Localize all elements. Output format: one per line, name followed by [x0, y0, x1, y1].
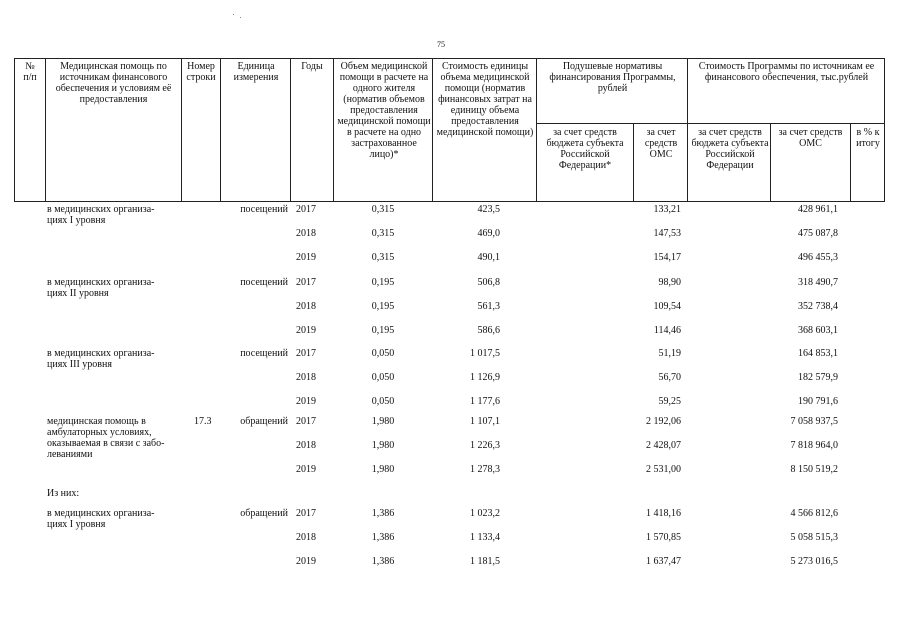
scan-speck: [233, 14, 234, 15]
cell-cost: 469,0: [477, 228, 500, 239]
col-border: [770, 123, 771, 202]
cell-program-oms: 5 058 515,3: [790, 532, 838, 543]
header-care: Медицинская помощь по источникам финансового обеспечения и условиям её предоставления: [55, 61, 172, 105]
cell-oms-per-capita: 1 570,85: [646, 532, 681, 543]
cell-oms-per-capita: 1 637,47: [646, 556, 681, 567]
cell-program-oms: 7 818 964,0: [790, 440, 838, 451]
cell-volume: 1,386: [371, 556, 395, 567]
cell-year: 2017: [296, 277, 316, 288]
cell-oms-per-capita: 109,54: [653, 301, 681, 312]
cell-cost: 423,5: [477, 204, 500, 215]
col-border: [884, 58, 885, 202]
cell-cost: 1 017,5: [470, 348, 500, 359]
cell-volume: 0,195: [371, 301, 395, 312]
page-number: 75: [437, 40, 445, 49]
cell-oms-per-capita: 133,21: [653, 204, 681, 215]
cell-oms-per-capita: 51,19: [658, 348, 681, 359]
cell-oms-per-capita: 2 428,07: [646, 440, 681, 451]
cell-oms-per-capita: 2 531,00: [646, 464, 681, 475]
col-border: [850, 123, 851, 202]
cell-year: 2017: [296, 416, 316, 427]
cell-program-oms: 352 738,4: [798, 301, 838, 312]
header-volume: Объем медицинской помощи в расчете на одного жителя (норматив объемов предоставления медицинской помощи в расчете на одно застрахованное лицо)*: [337, 61, 431, 160]
cell-oms-per-capita: 2 192,06: [646, 416, 681, 427]
cell-cost: 1 226,3: [470, 440, 500, 451]
col-border: [220, 58, 221, 202]
cell-program-oms: 428 961,1: [798, 204, 838, 215]
cell-oms-per-capita: 1 418,16: [646, 508, 681, 519]
cell-volume: 1,980: [371, 464, 395, 475]
row-unit: посещений: [240, 204, 288, 215]
header-years: Годы: [301, 61, 323, 72]
cell-program-oms: 475 087,8: [798, 228, 838, 239]
row-group-name: в медицинских организа- циях II уровня: [47, 277, 155, 299]
cell-oms-per-capita: 59,25: [658, 396, 681, 407]
cell-program-oms: 5 273 016,5: [790, 556, 838, 567]
row-unit: посещений: [240, 277, 288, 288]
cell-program-oms: 368 603,1: [798, 325, 838, 336]
cell-year: 2019: [296, 252, 316, 263]
col-border: [290, 58, 291, 202]
cell-cost: 561,3: [477, 301, 500, 312]
header-program-pct: в % к итогу: [856, 127, 880, 149]
iz-nih-label: Из них:: [47, 488, 80, 499]
row-unit: посещений: [240, 348, 288, 359]
row-group-name: медицинская помощь в амбулаторных условиях, оказываемая в связи с забо- леваниями: [47, 416, 165, 460]
subheader-border: [536, 123, 885, 124]
cell-year: 2018: [296, 532, 316, 543]
cell-volume: 0,315: [371, 228, 395, 239]
row-unit: обращений: [240, 416, 288, 427]
cell-cost: 1 278,3: [470, 464, 500, 475]
cell-cost: 1 177,6: [470, 396, 500, 407]
cell-year: 2017: [296, 508, 316, 519]
row-number: 17.3: [194, 416, 212, 427]
cell-volume: 0,195: [371, 277, 395, 288]
header-per-capita: Подушевые нормативы финансирования Программы, рублей: [549, 61, 676, 94]
cell-year: 2017: [296, 204, 316, 215]
col-border: [333, 58, 334, 202]
row-unit: обращений: [240, 508, 288, 519]
header-top-border: [14, 58, 885, 59]
header-per-capita-oms: за счет средств ОМС: [644, 127, 678, 160]
cell-oms-per-capita: 114,46: [653, 325, 681, 336]
col-border: [432, 58, 433, 202]
cell-cost: 1 126,9: [470, 372, 500, 383]
cell-program-oms: 7 058 937,5: [790, 416, 838, 427]
row-group-name: в медицинских организа- циях I уровня: [47, 204, 155, 226]
col-border: [45, 58, 46, 202]
header-row-no: Номер строки: [186, 61, 216, 83]
row-group-name: в медицинских организа- циях I уровня: [47, 508, 155, 530]
cell-year: 2018: [296, 372, 316, 383]
row-group-name: в медицинских организа- циях III уровня: [47, 348, 155, 370]
header-program-budget: за счет средств бюджета субъекта Российской Федерации: [691, 127, 769, 171]
cell-program-oms: 318 490,7: [798, 277, 838, 288]
cell-program-oms: 164 853,1: [798, 348, 838, 359]
cell-volume: 0,195: [371, 325, 395, 336]
cell-program-oms: 190 791,6: [798, 396, 838, 407]
cell-year: 2017: [296, 348, 316, 359]
cell-cost: 586,6: [477, 325, 500, 336]
cell-year: 2018: [296, 440, 316, 451]
cell-volume: 0,315: [371, 204, 395, 215]
cell-volume: 0,050: [371, 348, 395, 359]
cell-year: 2019: [296, 464, 316, 475]
col-border: [687, 58, 688, 202]
cell-cost: 490,1: [477, 252, 500, 263]
cell-cost: 1 107,1: [470, 416, 500, 427]
cell-oms-per-capita: 98,90: [658, 277, 681, 288]
cell-oms-per-capita: 147,53: [653, 228, 681, 239]
cell-cost: 1 133,4: [470, 532, 500, 543]
cell-year: 2019: [296, 325, 316, 336]
cell-cost: 1 023,2: [470, 508, 500, 519]
cell-volume: 1,980: [371, 440, 395, 451]
cell-year: 2018: [296, 301, 316, 312]
scan-speck: [240, 17, 241, 18]
header-num: № п/п: [23, 61, 37, 83]
header-bottom-border: [14, 201, 885, 202]
cell-program-oms: 4 566 812,6: [790, 508, 838, 519]
cell-volume: 0,050: [371, 372, 395, 383]
cell-oms-per-capita: 56,70: [658, 372, 681, 383]
header-program-oms: за счет средств ОМС: [778, 127, 843, 149]
cell-year: 2019: [296, 556, 316, 567]
header-cost-unit: Стоимость единицы объема медицинской помощи (норматив финансовых затрат на единицу объема предоставления медицинской помощи): [436, 61, 534, 138]
cell-volume: 1,386: [371, 532, 395, 543]
cell-program-oms: 8 150 519,2: [790, 464, 838, 475]
header-per-capita-budget: за счет средств бюджета субъекта Российской Федерации*: [546, 127, 624, 171]
cell-program-oms: 496 455,3: [798, 252, 838, 263]
cell-volume: 1,980: [371, 416, 395, 427]
cell-cost: 1 181,5: [470, 556, 500, 567]
cell-program-oms: 182 579,9: [798, 372, 838, 383]
cell-volume: 0,315: [371, 252, 395, 263]
header-unit: Единица измерения: [233, 61, 279, 83]
cell-cost: 506,8: [477, 277, 500, 288]
cell-year: 2019: [296, 396, 316, 407]
header-program-cost: Стоимость Программы по источникам ее финансового обеспечения, тыс.рублей: [698, 61, 875, 83]
col-border: [633, 123, 634, 202]
cell-volume: 0,050: [371, 396, 395, 407]
cell-year: 2018: [296, 228, 316, 239]
cell-oms-per-capita: 154,17: [653, 252, 681, 263]
cell-volume: 1,386: [371, 508, 395, 519]
col-border: [536, 58, 537, 202]
